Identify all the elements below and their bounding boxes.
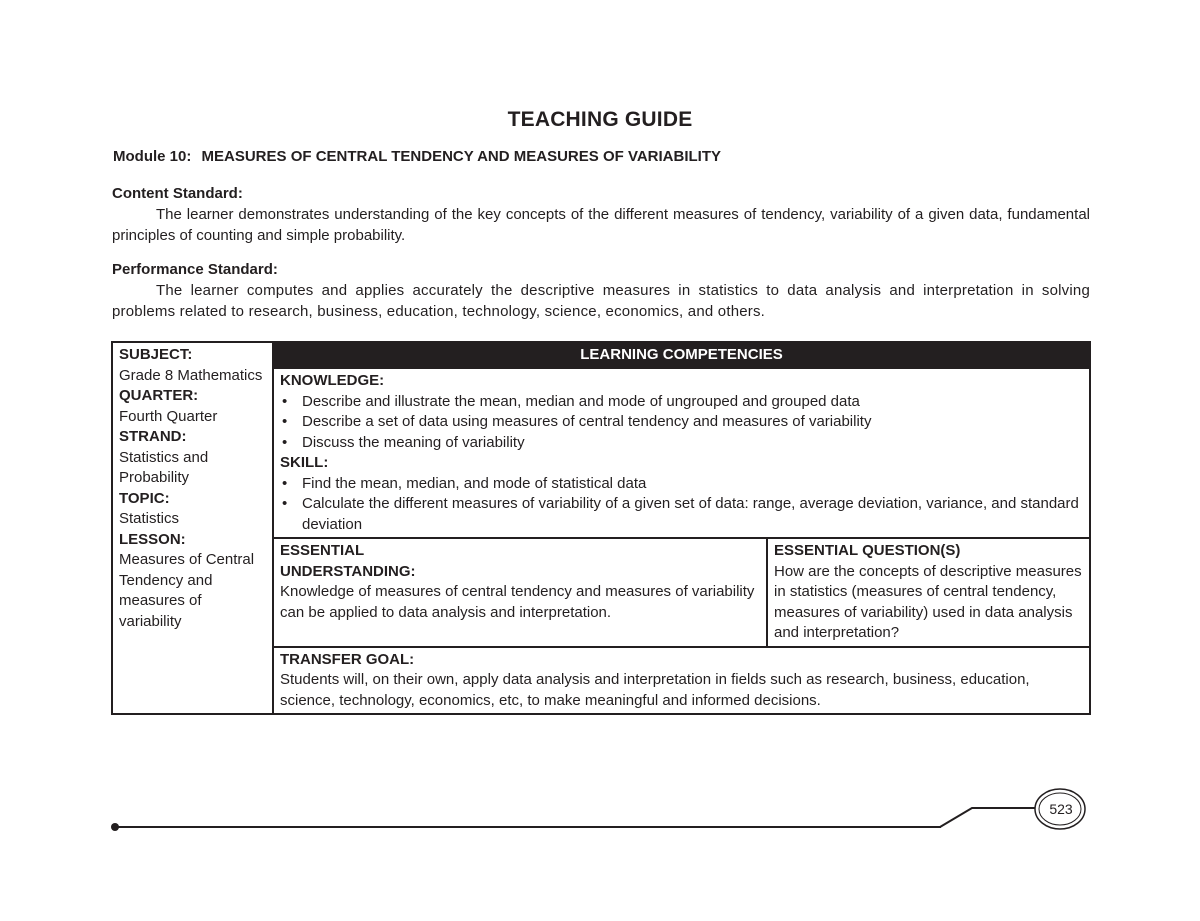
module-title: MEASURES OF CENTRAL TENDENCY AND MEASURES OF VARIABILITY [201, 148, 721, 165]
quarter-label: QUARTER: [119, 387, 199, 404]
content-standard-text: The learner demonstrates understanding of the key concepts of the different measures of tendency, variability of a given data, fundamental principles of counting and simple probability. [112, 206, 1090, 244]
essential-understanding-cell [273, 538, 767, 647]
learning-competencies-header: LEARNING COMPETENCIES [273, 342, 1090, 368]
topic-value: Statistics [119, 510, 180, 527]
essential-understanding-text: Knowledge of measures of central tendency and measures of variability can be applied to data analysis and interpretation. [280, 583, 755, 621]
page-number: 523 [1049, 801, 1073, 817]
performance-standard [112, 259, 1090, 322]
skill-list [280, 474, 1083, 536]
transfer-goal-label: TRANSFER GOAL: [280, 650, 415, 668]
competencies-table [111, 341, 1091, 715]
module-number: Module 10: [113, 148, 192, 165]
transfer-goal-cell [273, 647, 1090, 715]
content-standard [112, 183, 1090, 246]
lesson-info-column [112, 342, 273, 714]
page-title: TEACHING GUIDE [507, 108, 693, 131]
lesson-value: Measures of Central Tendency and measures of variability [119, 551, 255, 630]
list-item: • Find the mean, median, and mode of statistical data [280, 474, 1083, 495]
footer-rule [115, 826, 941, 828]
list-item: • Calculate the different measures of variability of a given set of data: range, average deviation, variance, and standard deviation [280, 494, 1083, 535]
subject-value: Grade 8 Mathematics [119, 366, 263, 384]
quarter-value: Fourth Quarter [119, 407, 218, 425]
essential-question-text: How are the concepts of descriptive measures in statistics (measures of central tendency, measures of variability) used in data analysis and interpretation? [774, 562, 1082, 641]
list-item: • Describe a set of data using measures of central tendency and measures of variability [280, 412, 1083, 433]
strand-label: STRAND: [119, 428, 187, 445]
performance-standard-heading: Performance Standard: [112, 261, 278, 278]
content-standard-heading: Content Standard: [112, 185, 243, 202]
essential-question-cell [767, 538, 1090, 647]
transfer-goal-text: Students will, on their own, apply data analysis and interpretation in fields such as research, business, education, science, technology, economics, etc, to make meaningful and informed decisions. [280, 671, 1030, 709]
skill-label: SKILL: [280, 454, 329, 471]
essential-understanding-label-2: UNDERSTANDING: [280, 562, 416, 580]
knowledge-list [280, 392, 1083, 454]
module-heading [113, 148, 721, 165]
list-item: • Describe and illustrate the mean, median and mode of ungrouped and grouped data [280, 392, 1083, 413]
topic-label: TOPIC: [119, 489, 170, 507]
performance-standard-text: The learner computes and applies accurately the descriptive measures in statistics to data analysis and interpretation in solving problems related to research, business, education, technology, science, economics, and others. [112, 282, 1090, 320]
lesson-label: LESSON: [119, 530, 186, 548]
essential-understanding-label-1: ESSENTIAL [280, 542, 365, 559]
essential-question-label: ESSENTIAL QUESTION(S) [774, 542, 961, 559]
strand-value: Statistics and Probability [119, 448, 209, 486]
subject-label: SUBJECT: [119, 346, 193, 363]
knowledge-skill-cell [273, 368, 1090, 538]
knowledge-label: KNOWLEDGE: [280, 372, 385, 389]
list-item: • Discuss the meaning of variability [280, 433, 1083, 454]
